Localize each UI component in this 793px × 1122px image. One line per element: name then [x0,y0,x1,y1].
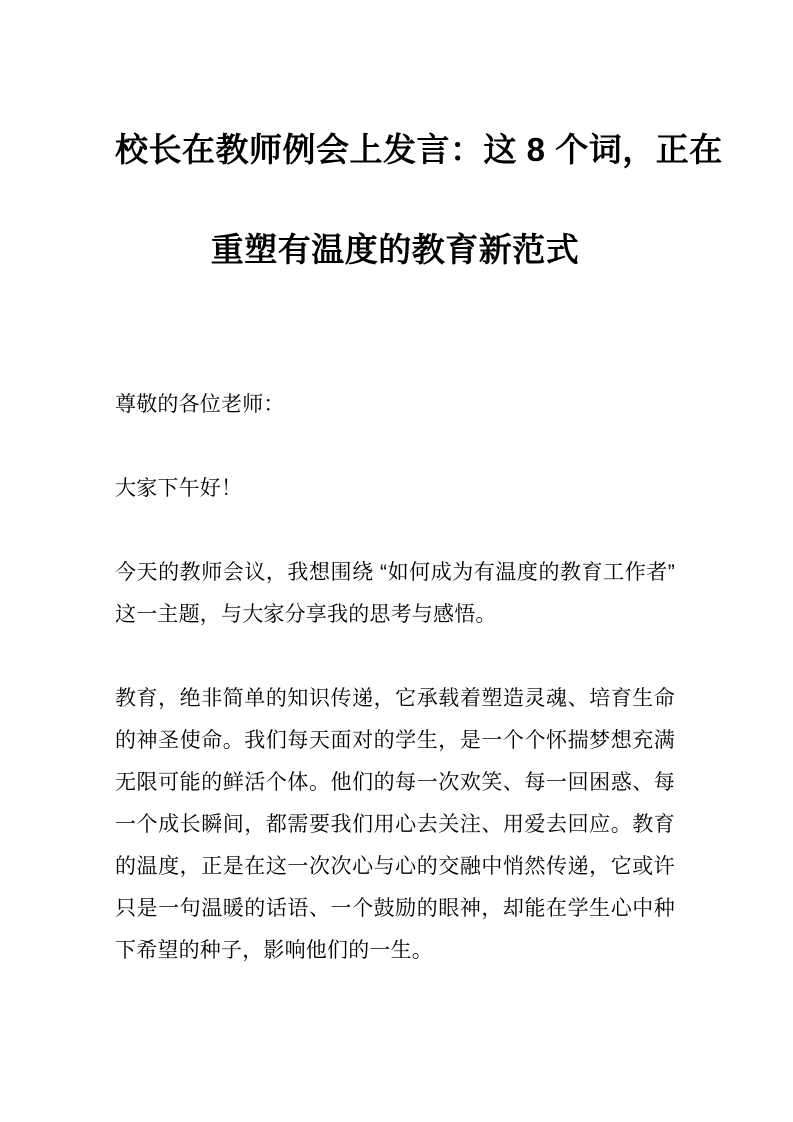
paragraph-salutation: 尊敬的各位老师： [115,393,285,416]
paragraph-education-mission: 教育，绝非简单的知识传递，它承载着塑造灵魂、培育生命的神圣使命。我们每天面对的学生，是一个个怀揣梦想充满无限可能的鲜活个体。他们的每一次欢笑、每一回困惑、每一个成长瞬间，都需要我们用心去关注、用爱去回应。教育的温度，正是在这一次次心与心的交融中悄然传递，它或许只是一句温暖的话语、一个鼓励的眼神，却能在学生心中种下希望的种子，影响他们的一生。 [115,687,675,962]
document-title-line-2: 重塑有温度的教育新范式 [210,231,580,268]
document-title [115,100,723,300]
document-title-line-1: 校长在教师例会上发言：这 8 个词，正在 [115,131,723,168]
paragraph-meeting-theme: 今天的教师会议，我想围绕 “如何成为有温度的教育工作者” 这一主题，与大家分享我的思考与感悟。 [115,561,675,626]
document-body [115,300,675,972]
paragraph-greeting: 大家下午好！ [115,477,243,500]
